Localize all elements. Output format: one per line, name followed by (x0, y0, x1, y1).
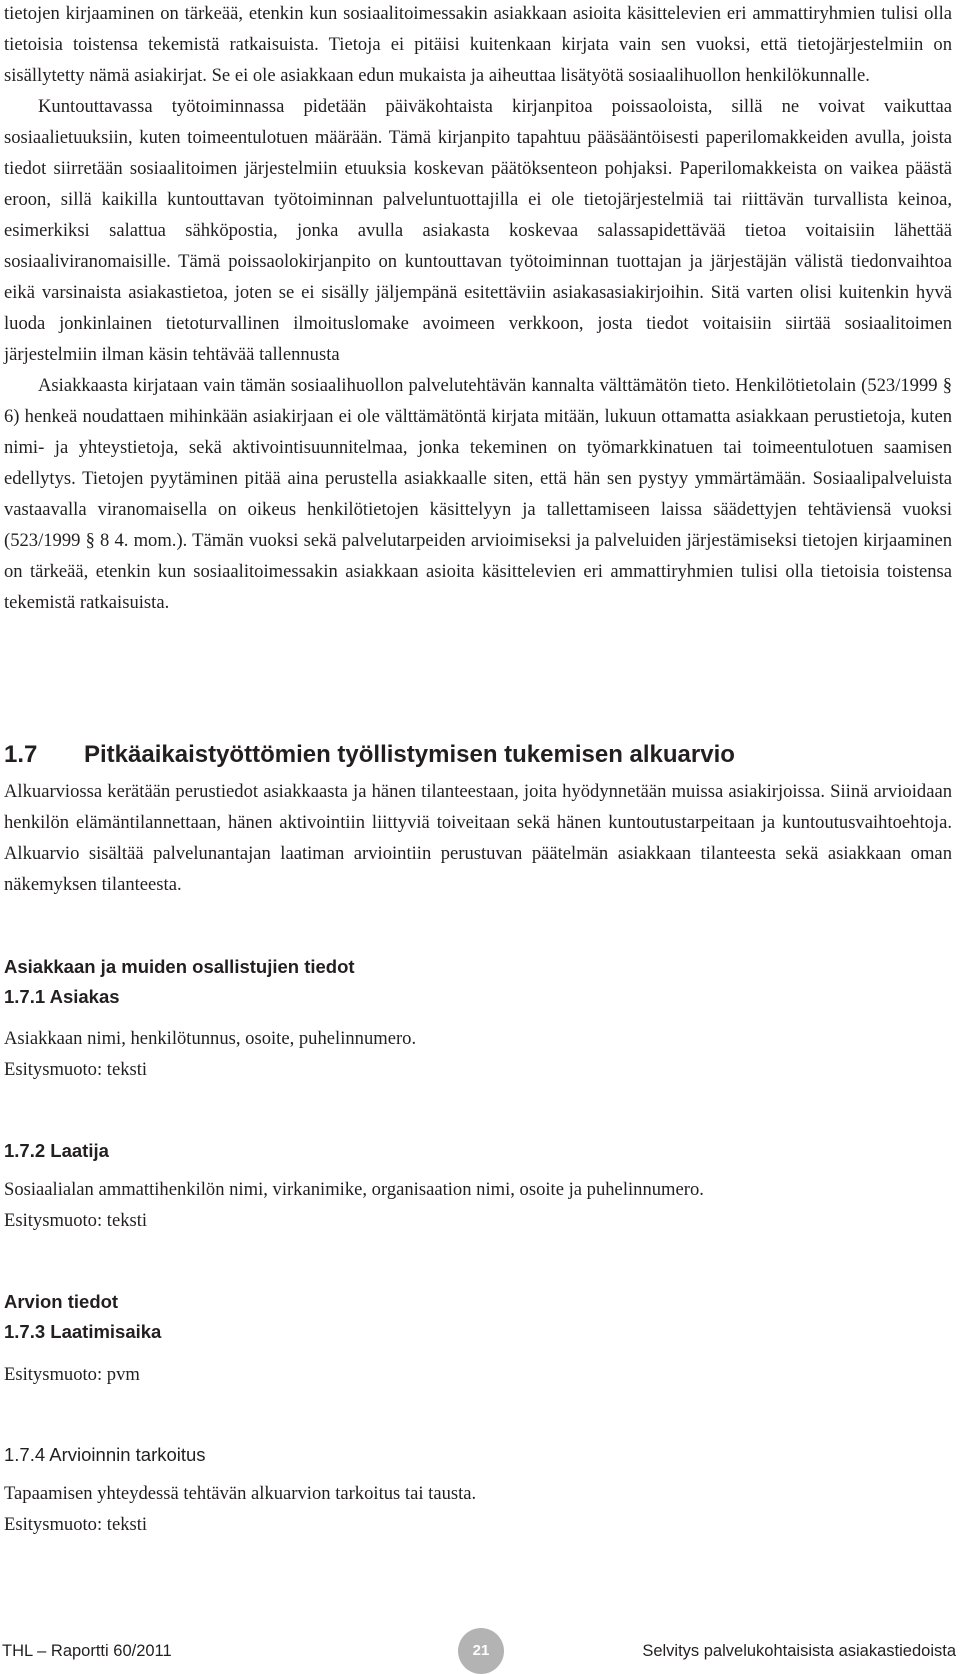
group-participants (4, 952, 952, 1012)
purpose-description: Tapaamisen yhteydessä tehtävän alkuarvion tarkoitus tai tausta. (4, 1483, 477, 1504)
footer-report-id: THL – Raportti 60/2011 (2, 1642, 172, 1660)
group-title-participants: Asiakkaan ja muiden osallistujien tiedot (4, 956, 355, 977)
subsection-purpose (4, 1440, 952, 1470)
client-format: Esitysmuoto: teksti (4, 1059, 148, 1080)
group-title-assessment: Arvion tiedot (4, 1291, 119, 1312)
paragraph-data-recording: Asiakkaasta kirjataan vain tämän sosiaalihuollon palvelutehtävän kannalta välttämätön tieto. Henkilötietolain (523/1999 § 6) henkeä noudattaen mihinkään asiakirjaan ei ole välttämätöntä kirjata mitään, lukuun ottamatta asiakkaan perustietoja, kuten nimi- ja yhteystietoja, sekä aktivointisuunnitelmaa, jonka tekeminen on työmarkkinatuen tai toimeentulotuen saamisen edellytys. Tietojen pyytäminen pitää aina perustella asiakkaalle siten, että hän sen pystyy ymmärtämään. Sosiaalipalveluista vastaavalla viranomaisella on oikeus henkilötietojen käsittelyyn ja tallettamiseen laissa säädettyjen tehtäviensä vuoksi (523/1999 § 8 4. mom.). Tämän vuoksi sekä palvelutarpeiden arvioimiseksi ja palveluiden järjestämiseksi tietojen kirjaaminen on tärkeää, etenkin kun sosiaalitoimessakin asiakkaan asioita käsittelevien eri ammattiryhmien tulisi olla tietoisia toistensa tekemistä ratkaisuista. (4, 375, 952, 613)
subsection-client-body (4, 1023, 952, 1085)
purpose-format: Esitysmuoto: teksti (4, 1514, 148, 1535)
group-assessment (4, 1287, 952, 1347)
subsection-date-body (4, 1359, 952, 1390)
author-description: Sosiaalialan ammattihenkilön nimi, virkanimike, organisaation nimi, osoite ja puhelinnumero. (4, 1179, 704, 1200)
body-text-top (4, 0, 952, 618)
date-format: Esitysmuoto: pvm (4, 1364, 140, 1385)
section-title: Pitkäaikaistyöttömien työllistymisen tukemisen alkuarvio (84, 741, 735, 768)
subsection-title-date: 1.7.3 Laatimisaika (4, 1321, 162, 1342)
section-intro-text: Alkuarviossa kerätään perustiedot asiakkaasta ja hänen tilanteestaan, joita hyödynnetään muissa asiakirjoissa. Siinä arvioidaan henkilön elämäntilannettaan, hänen aktivointiin liittyviä toiveitaan sekä hänen kuntoutustarpeitaan ja kuntoutusvaihtoehtoja. Alkuarvio sisältää palvelunantajan laatiman arviointiin perustuvan päätelmän asiakkaan tilanteesta sekä asiakkaan oman näkemyksen tilanteesta. (4, 781, 952, 895)
subsection-purpose-body (4, 1478, 952, 1540)
footer-report-title: Selvitys palvelukohtaisista asiakastiedoista (642, 1642, 956, 1660)
section-heading (4, 738, 952, 772)
section-number: 1.7 (4, 741, 38, 768)
paragraph-work-activity: Kuntouttavassa työtoiminnassa pidetään päiväkohtaista kirjanpitoa poissaoloista, sillä ne voivat vaikuttaa sosiaalietuuksiin, kuten toimeentulotuen määrään. Tämä kirjanpito tapahtuu pääsääntöisesti paperilomakkeiden avulla, joista tiedot siirretään sosiaalitoimen järjestelmiin etuuksia koskevan päätöksenteon pohjaksi. Paperilomakkeista on vaikea päästä eroon, sillä kaikilla kuntouttavan työtoiminnan palveluntuottajilla ei ole tietojärjestelmiä tai riittävän turvallista keinoa, esimerkiksi salattua sähköpostia, jonka avulla asiakasta koskevaa salassapidettävää tietoa voitaisiin lähettää sosiaaliviranomaisille. Tämä poissaolokirjanpito on kuntouttavan työtoiminnan tuottajan ja järjestäjän välistä tiedonvaihtoa eikä varsinaista asiakastietoa, joten se ei sisälly jäljempänä esitettäviin asiakasasiakirjoihin. Sitä varten olisi kuitenkin hyvä luoda jonkinlainen tietoturvallinen ilmoituslomake avoimeen verkkoon, josta tiedot voitaisiin siirtää sosiaalitoimen järjestelmiin ilman käsin tehtävää tallennusta (4, 96, 952, 365)
subsection-author-body (4, 1174, 952, 1236)
page-footer (0, 1636, 960, 1666)
section-intro (4, 776, 952, 900)
subsection-title-author: 1.7.2 Laatija (4, 1140, 109, 1161)
author-format: Esitysmuoto: teksti (4, 1210, 148, 1231)
client-description: Asiakkaan nimi, henkilötunnus, osoite, puhelinnumero. (4, 1028, 417, 1049)
subsection-title-client: 1.7.1 Asiakas (4, 986, 120, 1007)
paragraph-continued: tietojen kirjaaminen on tärkeää, etenkin kun sosiaalitoimessakin asiakkaan asioita käsittelevien eri ammattiryhmien tulisi olla tietoisia toistensa tekemistä ratkaisuista. Tietoja ei pitäisi kuitenkaan kirjata vain sen vuoksi, että tietojärjestelmiin on sisällytetty nämä asiakirjat. Se ei ole asiakkaan edun mukaista ja aiheuttaa lisätyötä sosiaalihuollon henkilökunnalle. (4, 3, 952, 86)
subsection-author (4, 1136, 952, 1166)
subsection-title-purpose: 1.7.4 Arvioinnin tarkoitus (4, 1444, 206, 1465)
page-number-badge: 21 (458, 1628, 504, 1674)
